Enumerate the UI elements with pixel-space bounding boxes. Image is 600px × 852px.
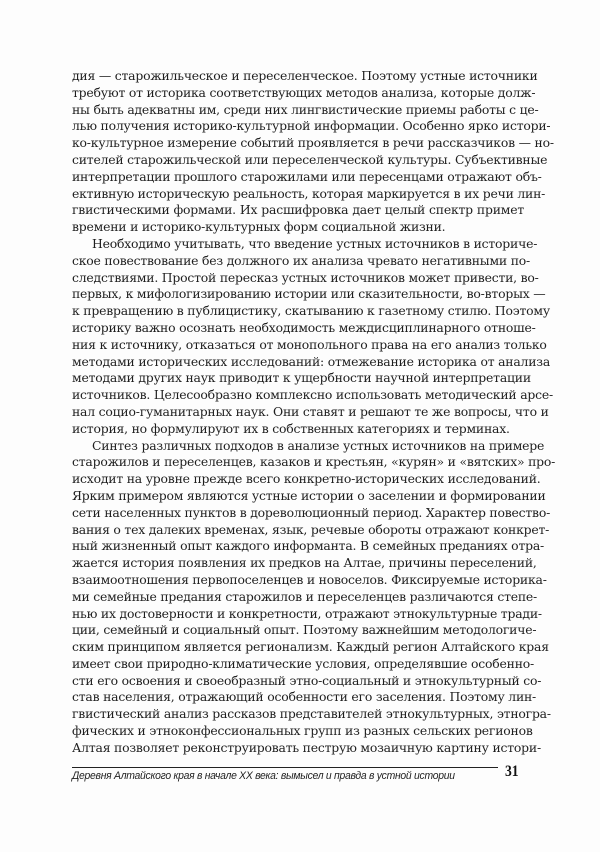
text-line: взаимоотношения первопоселенцев и новоселов. Фиксируемые историка- xyxy=(72,571,547,587)
text-line: ективную историческую реальность, которая маркируется в их речи лин- xyxy=(72,185,546,201)
text-line: гвистический анализ рассказов представителей этнокультурных, этногра- xyxy=(72,706,551,722)
text-line: интерпретации прошлого старожилами или пересенцами отражают объ- xyxy=(72,168,542,184)
text-line: имеет свои природно-климатические условия, определявшие особенно- xyxy=(72,655,535,671)
text-line: ское повествование без должного их анализа чревато негативными по- xyxy=(72,252,531,268)
text-line: сети населенных пунктов в дореволюционный период. Характер повество- xyxy=(72,504,551,520)
text-line: ный жизненный опыт каждого информанта. В семейных преданиях отра- xyxy=(72,538,545,554)
text-line: история, но формулируют их в собственных категориях и терминах. xyxy=(72,420,510,436)
text-line: к превращению в публицистику, скатыванию к газетному стилю. Поэтому xyxy=(72,303,550,319)
text-line: став населения, отражающий особенности его заселения. Поэтому лин- xyxy=(72,689,537,705)
text-line: Необходимо учитывать, что введение устных источников в историче- xyxy=(92,235,538,251)
text-line: ны быть адекватны им, среди них лингвистические приемы работы с це- xyxy=(72,101,539,117)
text-line: ции, семейный и социальный опыт. Поэтому важнейшим методологиче- xyxy=(72,622,537,638)
text-line: гвистическими формами. Их расшифровка дает целый спектр примет xyxy=(72,202,524,218)
footer-divider xyxy=(72,767,498,768)
body-text xyxy=(72,68,556,757)
text-line: ми семейные предания старожилов и переселенцев различаются степе- xyxy=(72,588,538,604)
text-line: первых, к мифологизированию истории или сказительности, во-вторых — xyxy=(72,286,546,302)
text-line: сителей старожильческой или переселенческой культуры. Субъективные xyxy=(72,151,548,167)
text-line: старожилов и переселенцев, казаков и крестьян, «курян» и «вятских» про- xyxy=(72,454,556,470)
text-line: нью их достоверности и конкретности, отражают этнокультурные тради- xyxy=(72,605,542,621)
text-line: Синтез различных подходов в анализе устных источников на примере xyxy=(92,437,545,453)
text-line: следствиями. Простой пересказ устных источников может привести, во- xyxy=(72,269,539,285)
text-line: Алтая позволяет реконструировать пеструю мозаичную картину истори- xyxy=(72,739,541,755)
text-line: ко-культурное измерение событий проявляется в речи рассказчиков — но- xyxy=(72,135,554,151)
text-line: лью получения историко-культурной информации. Особенно ярко истори- xyxy=(72,118,551,134)
text-line: фических и этноконфессиональных групп из разных сельских регионов xyxy=(72,723,533,739)
text-line: ния к источнику, отказаться от монопольного права на его анализ только xyxy=(72,336,547,352)
text-line: ским принципом является регионализм. Каждый регион Алтайского края xyxy=(72,639,549,655)
text-line: нал социо-гуманитарных наук. Они ставят и решают те же вопросы, что и xyxy=(72,403,549,419)
text-line: сти его освоения и своеобразный этно-социальный и этнокультурный со- xyxy=(72,672,542,688)
text-line: жается история появления их предков на Алтае, причины переселений, xyxy=(72,555,537,571)
text-line: методами других наук приводит к ущербности научной интерпретации xyxy=(72,370,531,386)
text-line: историку важно осознать необходимость междисциплинарного отноше- xyxy=(72,319,536,335)
text-line: дия — старожильческое и переселенческое. Поэтому устные источники xyxy=(72,68,538,83)
text-line: источников. Целесообразно комплексно использовать методический арсе- xyxy=(72,387,553,403)
text-line: методами исторических исследований: отмежевание историка от анализа xyxy=(72,353,551,369)
text-line: требуют от историка соответствующих методов анализа, которые долж- xyxy=(72,84,536,100)
text-line: времени и историко-культурных форм социальной жизни. xyxy=(72,219,446,235)
running-title: Деревня Алтайского края в начале XX века: вымысел и правда в устной истории xyxy=(72,770,455,782)
text-line: вания о тех далеких временах, язык, речевые обороты отражают конкрет- xyxy=(72,521,550,537)
text-line: исходит на уровне прежде всего конкретно-исторических исследований. xyxy=(72,471,541,487)
page-number: 31 xyxy=(505,763,519,780)
text-line: Ярким примером являются устные истории о заселении и формировании xyxy=(72,487,546,503)
